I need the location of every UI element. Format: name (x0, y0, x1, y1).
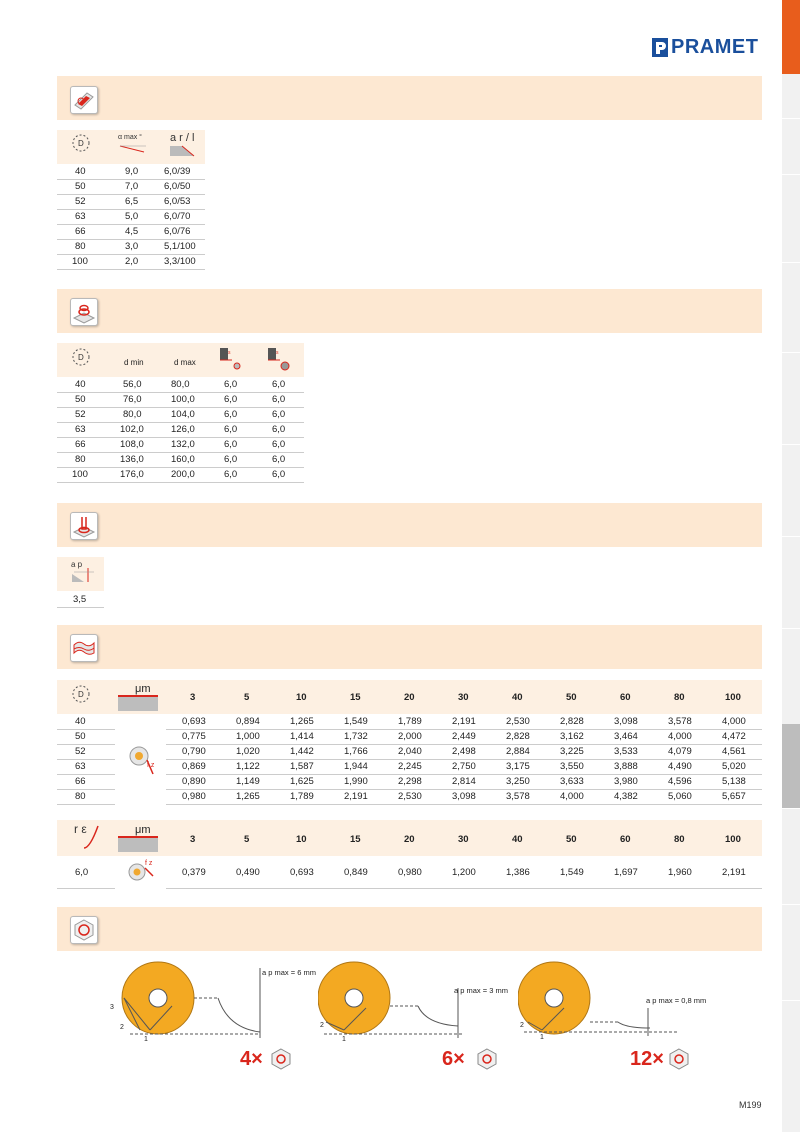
ap-max-label: a p max = 6 mm (262, 968, 316, 977)
diameter-icon (70, 346, 92, 368)
svg-text:s: s (228, 350, 231, 356)
roughness-profile-icon (118, 836, 158, 852)
section-ramping-header (57, 76, 762, 120)
ap-icon: a p (70, 560, 96, 584)
pramet-logo (652, 37, 764, 59)
svg-text:s: s (276, 350, 279, 356)
surface-roughness-icon (70, 634, 98, 662)
hexagon-insert-icon (668, 1048, 690, 1070)
smax-dmax-icon (266, 346, 292, 372)
table-row: 66 108,0 132,0 6,0 6,0 (57, 437, 304, 453)
table-row: 50 7,0 6,0/50 (57, 179, 205, 195)
helical-interpolation-icon (70, 298, 98, 326)
svg-text:D: D (78, 690, 84, 699)
section-indexable-edges-header (57, 907, 762, 951)
svg-text:D: D (78, 139, 84, 148)
hexagon-insert-icon (476, 1048, 498, 1070)
table-row: 63 5,0 6,0/70 (57, 209, 205, 225)
table-row: 6,0 (57, 858, 115, 889)
table-row: 40 9,0 6,0/39 (57, 164, 205, 180)
table-row: 0,890 1,149 1,625 1,990 2,298 2,814 3,250 3,633 3,980 4,596 5,138 (166, 774, 762, 790)
ramping-icon (70, 86, 98, 114)
side-index-tabs (782, 0, 800, 1132)
ap-max-label: a p max = 0,8 mm (646, 996, 707, 1005)
table-row: 40 56,0 80,0 6,0 6,0 (57, 377, 304, 393)
table-row: 100 176,0 200,0 6,0 6,0 (57, 467, 304, 483)
svg-text:D: D (78, 353, 84, 362)
roughness-unit-label: μm (135, 824, 151, 836)
table-row: 0,379 0,490 0,693 0,849 0,980 1,200 1,386 1,549 1,697 1,960 2,191 (166, 858, 762, 889)
plunge-milling-icon (70, 512, 98, 540)
table-row: 100 2,0 3,3/100 (57, 254, 205, 270)
table-row: 0,775 1,000 1,414 1,732 2,000 2,449 2,828 3,162 3,464 4,000 4,472 (166, 729, 762, 745)
edge-diagram-3: a p max = 0,8 mm 1 2 12× (518, 960, 718, 1075)
smax-dmin-icon (218, 346, 244, 372)
table-row: 50 (57, 729, 115, 745)
table-row: 0,790 1,020 1,442 1,766 2,040 2,498 2,884 3,225 3,533 4,079 4,561 (166, 744, 762, 760)
table-row: 80 (57, 789, 115, 805)
feed-per-tooth-icon: f z (127, 858, 157, 886)
edges-multiplier: 6× (442, 1048, 465, 1070)
dmax-header: d max (174, 358, 196, 367)
hexagon-insert-icon (70, 916, 98, 944)
dmin-header: d min (124, 358, 144, 367)
feed-per-tooth-icon: f z (127, 742, 157, 776)
edge-diagram-1: a p max = 6 mm 1 2 3 4× (110, 960, 320, 1075)
table-row: 63 (57, 759, 115, 775)
roughness-profile-icon (118, 695, 158, 711)
corner-radius-icon: r ε (72, 822, 102, 852)
table-row: 50 76,0 100,0 6,0 6,0 (57, 392, 304, 408)
table-row: 3,5 (57, 591, 104, 608)
table-row: 66 (57, 774, 115, 790)
table-row: 0,693 0,894 1,265 1,549 1,789 2,191 2,530 2,828 3,098 3,578 4,000 (166, 714, 762, 730)
table-row: 63 102,0 126,0 6,0 6,0 (57, 422, 304, 438)
current-section-tab[interactable] (782, 724, 800, 808)
section-helical-header (57, 289, 762, 333)
table-row: 80 3,0 5,1/100 (57, 239, 205, 255)
hexagon-insert-icon (270, 1048, 292, 1070)
edge-diagram-2: a p max = 3 mm 1 2 6× (318, 960, 528, 1075)
table-row: 52 6,5 6,0/53 (57, 194, 205, 210)
active-chapter-tab[interactable] (782, 0, 800, 74)
table-row: 0,980 1,265 1,789 2,191 2,530 3,098 3,578 4,000 4,382 5,060 5,657 (166, 789, 762, 805)
section-plunging-header (57, 503, 762, 547)
table-row: 52 80,0 104,0 6,0 6,0 (57, 407, 304, 423)
brand-name: PRAMET (671, 36, 759, 58)
diameter-icon (70, 683, 92, 705)
table-row: 40 (57, 714, 115, 730)
page-number: M199 (739, 1100, 762, 1110)
edges-multiplier: 4× (240, 1048, 263, 1070)
diameter-icon (70, 132, 92, 154)
alpha-max-icon: α max ° (118, 134, 148, 160)
table-row: 0,869 1,122 1,587 1,944 2,245 2,750 3,175 3,550 3,888 4,490 5,020 (166, 759, 762, 775)
edges-multiplier: 12× (630, 1048, 664, 1070)
table-row: 52 (57, 744, 115, 760)
roughness-unit-label: μm (135, 683, 151, 695)
table-row: 66 4,5 6,0/76 (57, 224, 205, 240)
table-row: 80 136,0 160,0 6,0 6,0 (57, 452, 304, 468)
section-surface-finish-header (57, 625, 762, 669)
ar-l-icon: a r / l (168, 132, 198, 160)
ap-max-label: a p max = 3 mm (454, 986, 508, 995)
